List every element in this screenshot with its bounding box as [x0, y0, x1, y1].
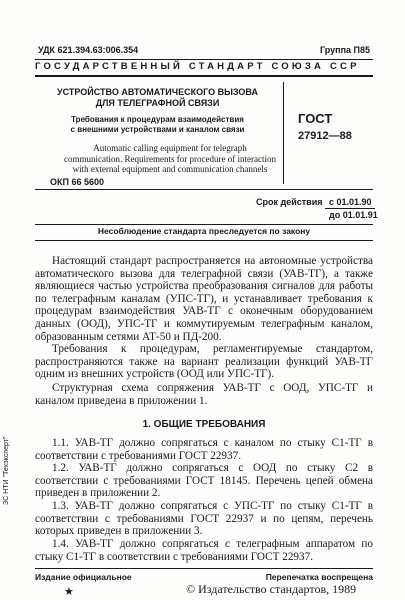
official-edition: Издание официальное [35, 572, 132, 582]
reprint-notice: Перепечатка воспрещена [265, 572, 373, 582]
star-icon: ★ [64, 586, 74, 598]
paragraph-structure: Структурная схема сопряжения УАВ-ТГ с ООД, УПС-ТГ и каналом приведена в приложении 1. [35, 382, 373, 407]
udk-code: УДК 621.394.63:006.354 [38, 45, 139, 55]
english-title [50, 143, 290, 175]
english-title-line-1: Automatic calling equipment for telegraph [93, 143, 247, 153]
clause-1-1: 1.1. УАВ-ТГ должно сопрягаться с каналом по стыку С1-ТГ в соответствии с требованиями ГОСТ 22937. [35, 437, 373, 462]
paragraph-scope: Настоящий стандарт распространяется на автономные устройства автоматического вызова для телеграфной связи (УАВ-ТГ), а также являющиеся частью устройства преобразования сигналов для работы по телеграфным каналам (УПС-ТГ), и устанавливает требования к процедурам взаимодействия УАВ-ТГ с оконечным оборудованием данных (ООД), УПС-ТГ и коммутируемым телеграфным каналом, образованным сетями АТ-50 и ПД-200. [35, 255, 373, 343]
top-rule [35, 59, 373, 60]
okp-code: ОКП 66 5600 [50, 177, 104, 187]
subtitle-line-1: Требования к процедурам взаимодействия [71, 115, 244, 124]
validity-from: с 01.01.90 [329, 197, 372, 207]
standard-banner: ГОСУДАРСТВЕННЫЙ СТАНДАРТ СОЮЗА ССР [35, 61, 360, 72]
section-heading: 1. ОБЩИЕ ТРЕБОВАНИЯ [142, 419, 266, 430]
subtitle-line-2: с внешними устройствами и каналом связи [70, 125, 245, 134]
title-bottom-rule [35, 189, 373, 190]
title-line-1: УСТРОЙСТВО АВТОМАТИЧЕСКОГО ВЫЗОВА [57, 87, 258, 97]
footer-rule [35, 568, 373, 569]
title-line-2: ДЛЯ ТЕЛЕГРАФНОЙ СВЯЗИ [95, 98, 220, 108]
group-code: Группа П85 [319, 45, 370, 55]
gost-label: ГОСТ [298, 111, 333, 126]
clause-1-4: 1.4. УАВ-ТГ должно сопрягаться с телеграфным аппаратом по стыку С1-ТГ в соответствии с требованиями ГОСТ 22937. [35, 538, 373, 563]
law-notice: Несоблюдение стандарта преследуется по закону [97, 226, 311, 236]
validity-to: до 01.01.91 [329, 210, 378, 220]
side-stamp: ЗС НТИ "Техэксперт" [3, 436, 10, 505]
law-top-rule [35, 224, 373, 225]
banner-rule [35, 75, 373, 77]
subtitle [50, 115, 265, 135]
validity-label: Срок действия [256, 197, 323, 207]
title [50, 87, 265, 109]
law-bottom-rule [35, 240, 373, 241]
english-title-line-2: communication. Requirements for procedure of interaction [64, 153, 276, 164]
gost-number: 27912—88 [298, 130, 352, 142]
gost-separator [283, 82, 284, 184]
clause-1-2: 1.2. УАВ-ТГ должно сопрягаться с ООД по стыку С2 в соответствии с требованиями ГОСТ 18145. Перечень цепей обмена приведен в приложении 2. [35, 462, 373, 500]
clause-1-3: 1.3. УАВ-ТГ должно сопрягаться с УПС-ТГ по стыку С1-ТГ в соответствии с требованиями ГОСТ 22937 и по цепям, перечень которых приведен в приложении 3. [35, 500, 373, 538]
copyright: © Издательство стандартов, 1989 [186, 582, 357, 596]
paragraph-variant: Требования к процедурам, регламентируемые стандартом, распространяются также на вариант реализации функций УАВ-ТГ одним из внешних устройств (ООД или УПС-ТГ). [35, 343, 373, 381]
english-title-line-3: with external equipment and communication channels [72, 164, 268, 174]
validity-rule [325, 208, 375, 209]
